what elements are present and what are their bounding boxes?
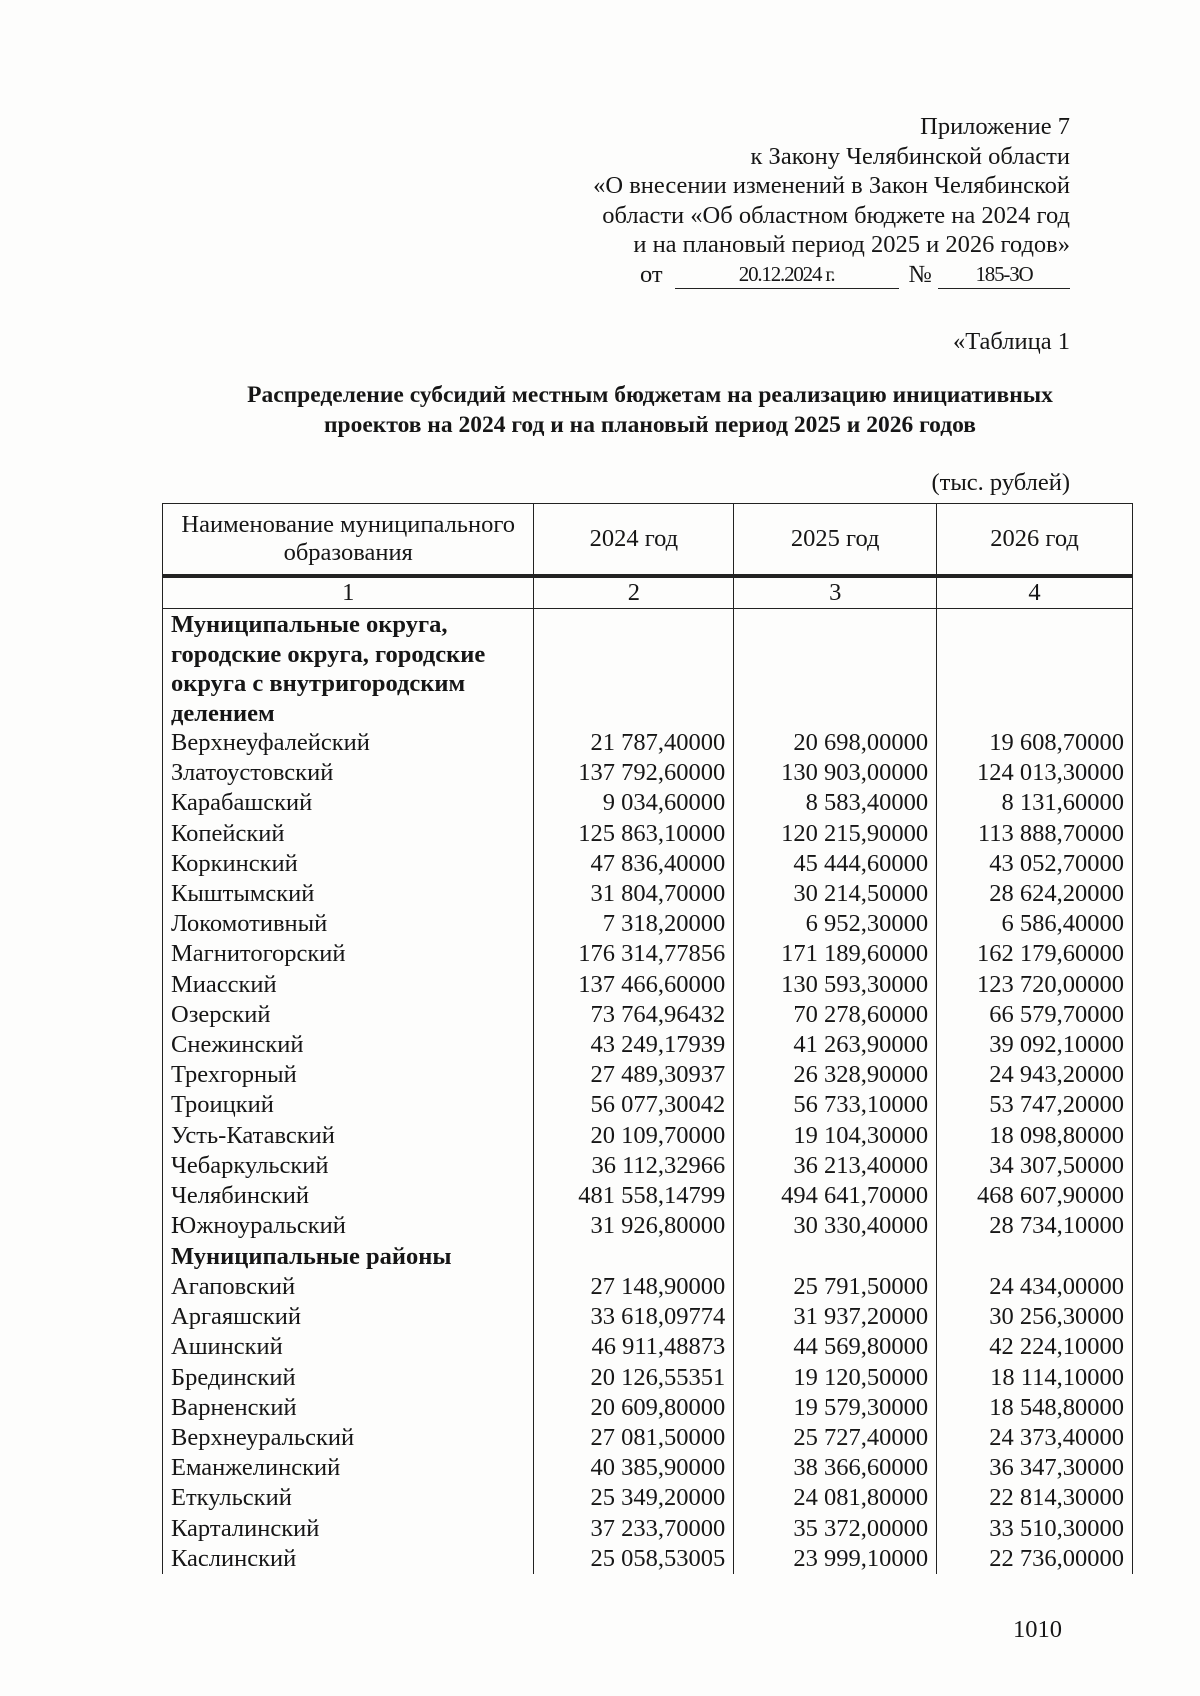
- municipality-name: Челябинский: [163, 1181, 534, 1211]
- municipality-name: Миасский: [163, 970, 534, 1000]
- value-2025: 30 330,40000: [734, 1211, 937, 1241]
- value-2026: 30 256,30000: [937, 1302, 1133, 1332]
- value-2026: 22 814,30000: [937, 1483, 1133, 1513]
- table-row: [163, 1151, 1133, 1181]
- value-2025: 56 733,10000: [734, 1090, 937, 1120]
- value-2024: 9 034,60000: [534, 788, 734, 818]
- table-reference: «Таблица 1: [952, 328, 1070, 355]
- value-2026: 43 052,70000: [937, 849, 1133, 879]
- value-2024: 20 109,70000: [534, 1121, 734, 1151]
- municipality-name: Агаповский: [163, 1272, 534, 1302]
- value-2026: 42 224,10000: [937, 1332, 1133, 1362]
- value-2026: 18 548,80000: [937, 1393, 1133, 1423]
- section-title: Муниципальные округа, городские округа, городские округа с внутригородским делением: [163, 609, 534, 729]
- table-row: [163, 1181, 1133, 1211]
- municipality-name: Кыштымский: [163, 879, 534, 909]
- value-2026: 19 608,70000: [937, 728, 1133, 758]
- value-2024: 481 558,14799: [534, 1181, 734, 1211]
- table-row: [163, 1211, 1133, 1241]
- value-2024: 31 804,70000: [534, 879, 734, 909]
- value-2025: 120 215,90000: [734, 819, 937, 849]
- value-2024: 43 249,17939: [534, 1030, 734, 1060]
- value-2026: 113 888,70000: [937, 819, 1133, 849]
- municipality-name: Локомотивный: [163, 909, 534, 939]
- table-body: [163, 576, 1133, 1574]
- column-header-2024: 2024 год: [534, 504, 734, 577]
- number-label: №: [908, 260, 932, 288]
- law-date: 20.12.2024 г.: [675, 262, 899, 289]
- value-2026: 22 736,00000: [937, 1544, 1133, 1574]
- value-2024: 40 385,90000: [534, 1453, 734, 1483]
- table-row: [163, 970, 1133, 1000]
- value-2025: 171 189,60000: [734, 939, 937, 969]
- municipality-name: Озерский: [163, 1000, 534, 1030]
- municipality-name: Верхнеуральский: [163, 1423, 534, 1453]
- table-row: [163, 758, 1133, 788]
- table-row: [163, 849, 1133, 879]
- municipality-name: Брединский: [163, 1363, 534, 1393]
- value-2025: 130 903,00000: [734, 758, 937, 788]
- table-row: [163, 1483, 1133, 1513]
- value-2024: [534, 1241, 734, 1272]
- table-row: [163, 939, 1133, 969]
- appendix-line: к Закону Челябинской области: [750, 142, 1070, 170]
- municipality-name: Златоустовский: [163, 758, 534, 788]
- ot-label: от: [639, 260, 663, 288]
- table-row: [163, 788, 1133, 818]
- value-2025: 19 104,30000: [734, 1121, 937, 1151]
- municipality-name: Варненский: [163, 1393, 534, 1423]
- value-2025: 41 263,90000: [734, 1030, 937, 1060]
- title-line: Распределение субсидий местным бюджетам на реализацию инициативных: [247, 382, 1053, 408]
- value-2024: 7 318,20000: [534, 909, 734, 939]
- value-2026: 18 098,80000: [937, 1121, 1133, 1151]
- value-2026: 34 307,50000: [937, 1151, 1133, 1181]
- table-row: [163, 1000, 1133, 1030]
- value-2024: 137 466,60000: [534, 970, 734, 1000]
- value-2026: [937, 609, 1133, 729]
- law-number: 185-ЗО: [938, 262, 1070, 289]
- value-2025: 8 583,40000: [734, 788, 937, 818]
- value-2024: 46 911,48873: [534, 1332, 734, 1362]
- subsidy-table: [162, 503, 1133, 1574]
- table-row: [163, 1453, 1133, 1483]
- value-2024: 25 058,53005: [534, 1544, 734, 1574]
- table-row: [163, 1423, 1133, 1453]
- table-row: [163, 1121, 1133, 1151]
- value-2026: 66 579,70000: [937, 1000, 1133, 1030]
- value-2024: 31 926,80000: [534, 1211, 734, 1241]
- value-2024: [534, 609, 734, 729]
- value-2025: 25 791,50000: [734, 1272, 937, 1302]
- municipality-name: Копейский: [163, 819, 534, 849]
- title-line: проектов на 2024 год и на плановый период 2025 и 2026 годов: [324, 412, 976, 438]
- value-2026: 124 013,30000: [937, 758, 1133, 788]
- table-row: [163, 1332, 1133, 1362]
- value-2025: 25 727,40000: [734, 1423, 937, 1453]
- value-2025: 6 952,30000: [734, 909, 937, 939]
- value-2025: 35 372,00000: [734, 1514, 937, 1544]
- value-2025: 26 328,90000: [734, 1060, 937, 1090]
- table-row: [163, 909, 1133, 939]
- table-row: [163, 1363, 1133, 1393]
- value-2026: 28 624,20000: [937, 879, 1133, 909]
- value-2024: 36 112,32966: [534, 1151, 734, 1181]
- value-2024: 125 863,10000: [534, 819, 734, 849]
- table-row: [163, 1544, 1133, 1574]
- municipality-name: Южноуральский: [163, 1211, 534, 1241]
- value-2026: 24 943,20000: [937, 1060, 1133, 1090]
- value-2026: 6 586,40000: [937, 909, 1133, 939]
- column-number: 2: [534, 576, 734, 609]
- value-2024: 20 609,80000: [534, 1393, 734, 1423]
- value-2024: 47 836,40000: [534, 849, 734, 879]
- municipality-name: Еткульский: [163, 1483, 534, 1513]
- value-2026: 8 131,60000: [937, 788, 1133, 818]
- value-2026: 39 092,10000: [937, 1030, 1133, 1060]
- municipality-name: Усть-Катавский: [163, 1121, 534, 1151]
- value-2024: 37 233,70000: [534, 1514, 734, 1544]
- table-row: [163, 1060, 1133, 1090]
- appendix-line: области «Об областном бюджете на 2024 год: [602, 201, 1070, 229]
- table-row: [163, 1393, 1133, 1423]
- value-2025: 19 579,30000: [734, 1393, 937, 1423]
- table-header-row: [163, 504, 1133, 577]
- value-2025: 19 120,50000: [734, 1363, 937, 1393]
- value-2026: 36 347,30000: [937, 1453, 1133, 1483]
- column-header-name: Наименование муниципального образования: [163, 504, 534, 577]
- municipality-name: Каслинский: [163, 1544, 534, 1574]
- value-2025: [734, 609, 937, 729]
- value-2025: 36 213,40000: [734, 1151, 937, 1181]
- table-row: [163, 819, 1133, 849]
- value-2025: 31 937,20000: [734, 1302, 937, 1332]
- value-2024: 56 077,30042: [534, 1090, 734, 1120]
- value-2026: 33 510,30000: [937, 1514, 1133, 1544]
- value-2024: 33 618,09774: [534, 1302, 734, 1332]
- value-2025: 44 569,80000: [734, 1332, 937, 1362]
- appendix-line: Приложение 7: [920, 113, 1070, 140]
- table-row: [163, 1514, 1133, 1544]
- value-2025: 20 698,00000: [734, 728, 937, 758]
- table-row: [163, 1272, 1133, 1302]
- section-title: Муниципальные районы: [163, 1241, 534, 1272]
- municipality-name: Ашинский: [163, 1332, 534, 1362]
- municipality-name: Верхнеуфалейский: [163, 728, 534, 758]
- municipality-name: Чебаркульский: [163, 1151, 534, 1181]
- value-2024: 73 764,96432: [534, 1000, 734, 1030]
- value-2025: 45 444,60000: [734, 849, 937, 879]
- value-2026: 123 720,00000: [937, 970, 1133, 1000]
- table-row: [163, 1302, 1133, 1332]
- column-header-2026: 2026 год: [937, 504, 1133, 577]
- value-2026: 18 114,10000: [937, 1363, 1133, 1393]
- value-2026: [937, 1241, 1133, 1272]
- value-2026: 53 747,20000: [937, 1090, 1133, 1120]
- value-2026: 468 607,90000: [937, 1181, 1133, 1211]
- value-2025: 38 366,60000: [734, 1453, 937, 1483]
- municipality-name: Коркинский: [163, 849, 534, 879]
- page-number: 1010: [1013, 1616, 1062, 1643]
- document-title: [150, 380, 1150, 440]
- table-row: [163, 1030, 1133, 1060]
- column-header-2025: 2025 год: [734, 504, 937, 577]
- value-2025: 30 214,50000: [734, 879, 937, 909]
- appendix-header: [593, 112, 1070, 289]
- table-row: [163, 1090, 1133, 1120]
- value-2024: 25 349,20000: [534, 1483, 734, 1513]
- column-number: 1: [163, 576, 534, 609]
- municipality-name: Карабашский: [163, 788, 534, 818]
- value-2026: 24 373,40000: [937, 1423, 1133, 1453]
- value-2025: 23 999,10000: [734, 1544, 937, 1574]
- table-row: [163, 879, 1133, 909]
- municipality-name: Аргаяшский: [163, 1302, 534, 1332]
- value-2025: [734, 1241, 937, 1272]
- municipality-name: Еманжелинский: [163, 1453, 534, 1483]
- appendix-line: «О внесении изменений в Закон Челябинской: [593, 172, 1070, 199]
- value-2024: 27 081,50000: [534, 1423, 734, 1453]
- appendix-line: и на плановый период 2025 и 2026 годов»: [633, 231, 1070, 258]
- value-2025: 70 278,60000: [734, 1000, 937, 1030]
- units-label: (тыс. рублей): [931, 469, 1070, 496]
- municipality-name: Трехгорный: [163, 1060, 534, 1090]
- section-header-row: [163, 609, 1133, 729]
- value-2026: 162 179,60000: [937, 939, 1133, 969]
- value-2024: 27 148,90000: [534, 1272, 734, 1302]
- value-2025: 24 081,80000: [734, 1483, 937, 1513]
- value-2026: 28 734,10000: [937, 1211, 1133, 1241]
- value-2024: 176 314,77856: [534, 939, 734, 969]
- table-row: [163, 728, 1133, 758]
- column-number: 3: [734, 576, 937, 609]
- law-date-number-line: [593, 260, 1070, 290]
- municipality-name: Магнитогорский: [163, 939, 534, 969]
- section-header-row: [163, 1241, 1133, 1272]
- value-2025: 130 593,30000: [734, 970, 937, 1000]
- value-2024: 20 126,55351: [534, 1363, 734, 1393]
- value-2024: 137 792,60000: [534, 758, 734, 788]
- value-2024: 21 787,40000: [534, 728, 734, 758]
- column-number: 4: [937, 576, 1133, 609]
- value-2025: 494 641,70000: [734, 1181, 937, 1211]
- value-2024: 27 489,30937: [534, 1060, 734, 1090]
- municipality-name: Карталинский: [163, 1514, 534, 1544]
- municipality-name: Троицкий: [163, 1090, 534, 1120]
- value-2026: 24 434,00000: [937, 1272, 1133, 1302]
- column-numbers-row: [163, 576, 1133, 609]
- municipality-name: Снежинский: [163, 1030, 534, 1060]
